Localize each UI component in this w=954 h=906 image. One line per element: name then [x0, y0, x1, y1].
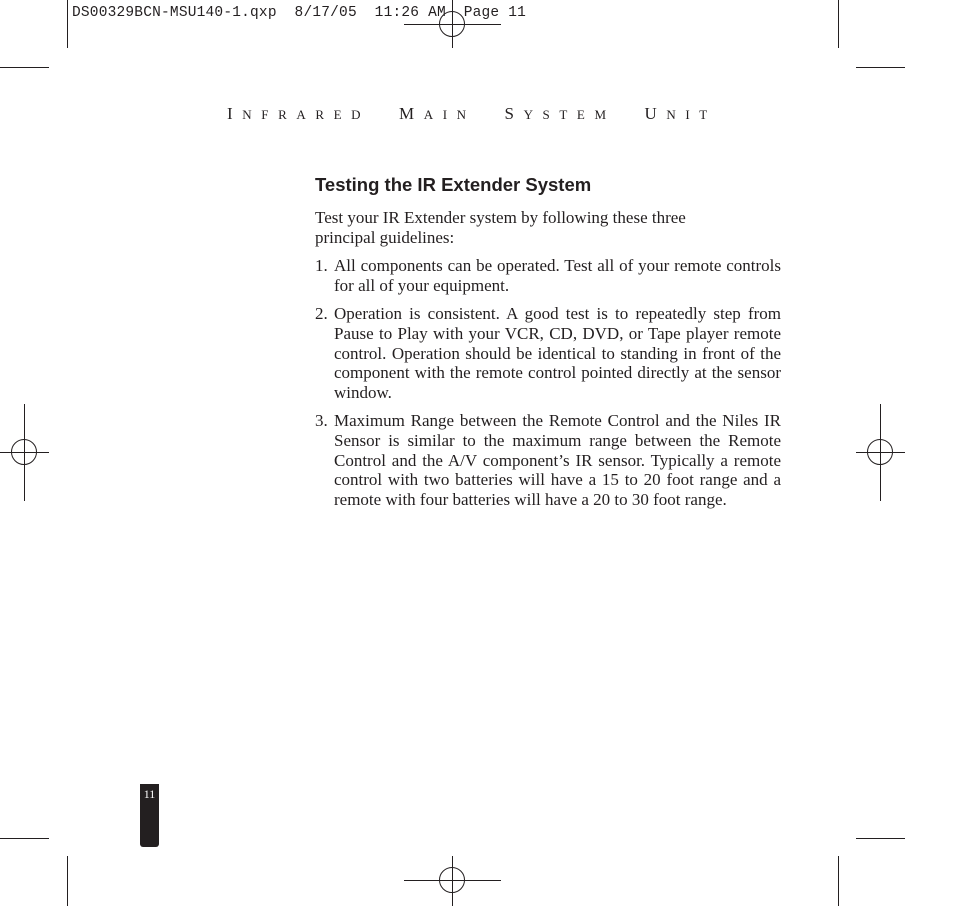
list-item-text: All components can be operated. Test all of your remote controls for all of your equipment.: [334, 256, 781, 295]
list-item-text: Operation is consistent. A good test is to repeatedly step from Pause to Play with your VCR, CD, DVD, or Tape player remote control. Operation should be identical to standing in front of the component with the remote control pointed directly at the sensor window.: [334, 304, 781, 402]
section-content: [315, 174, 781, 518]
slug-time: 11:26 AM: [374, 5, 446, 21]
slug-date: 8/17/05: [294, 5, 357, 21]
page-number: 11: [143, 787, 156, 801]
running-head: [227, 104, 733, 124]
running-head-word: INFRARED: [227, 104, 371, 123]
section-heading: Testing the IR Extender System: [315, 174, 592, 195]
section-intro: Test your IR Extender system by following these three principal guidelines:: [315, 208, 686, 247]
page-number-tab: [140, 784, 159, 847]
list-item: [315, 304, 781, 402]
list-item-number: 2.: [315, 304, 328, 324]
guidelines-list: [315, 256, 781, 509]
running-head-word: UNIT: [644, 104, 717, 123]
slug-file: DS00329BCN-MSU140-1.qxp: [72, 5, 277, 21]
list-item-text: Maximum Range between the Remote Control and the Niles IR Sensor is similar to the maximum range between the Remote Control and the A/V component’s IR sensor. Typically a remote control with two batteries will have a 15 to 20 foot range and a remote with four batteries will have a 20 to 30 foot range.: [334, 411, 781, 509]
running-head-word: MAIN: [399, 104, 476, 123]
running-head-word: SYSTEM: [504, 104, 616, 123]
slug-page: Page 11: [463, 5, 527, 21]
list-item-number: 3.: [315, 411, 328, 431]
list-item: [315, 411, 781, 509]
list-item: [315, 256, 781, 295]
list-item-number: 1.: [315, 256, 328, 276]
